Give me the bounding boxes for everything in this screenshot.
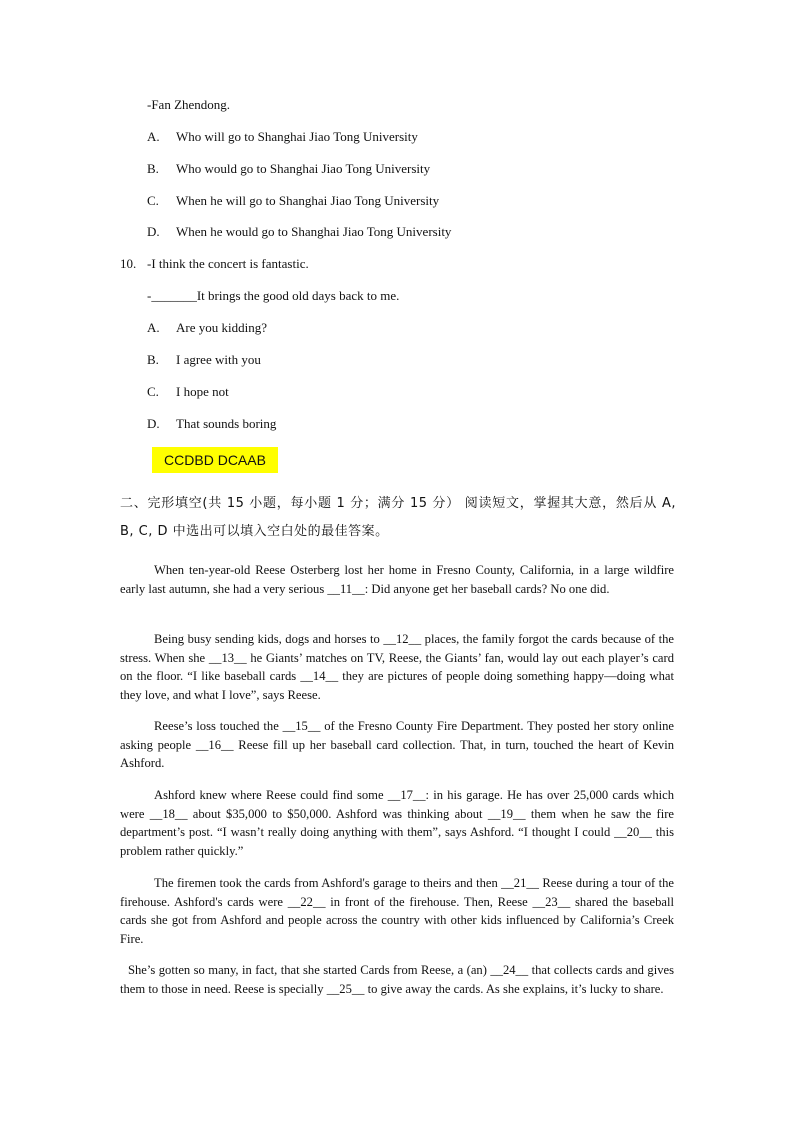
q9-option-c-text: When he will go to Shanghai Jiao Tong University [176,193,440,208]
q9-option-c-letter: C. [147,193,159,208]
passage-paragraph-6: She’s gotten so many, in fact, that she started Cards from Reese, a (an) __24__ that collects cards and gives them to those in need. Reese is specially __25__ to give away the cards. As she explains, it’s lucky to share. [120,963,674,996]
q10-reply: -_______It brings the good old days back to me. [147,288,400,303]
q10-option-a-text: Are you kidding? [176,320,267,335]
q10-option-b-letter: B. [147,352,159,367]
answer-key-highlight: CCDBD DCAAB [152,447,278,473]
passage-paragraph-3: Reese’s loss touched the __15__ of the Fresno County Fire Department. They posted her story online asking people __16__ Reese fill up her baseball card collection. That, in turn, touched the heart of Kevin Ashford. [120,719,674,771]
q9-option-b-letter: B. [147,161,159,176]
q10-option-c-text: I hope not [176,384,229,399]
q9-reply: -Fan Zhendong. [147,97,231,112]
q9-option-a-text: Who will go to Shanghai Jiao Tong University [176,129,418,144]
q10-option-d-text: That sounds boring [176,416,277,431]
q9-option-d-text: When he would go to Shanghai Jiao Tong University [176,224,452,239]
q10-option-c-letter: C. [147,384,159,399]
q10-option-b-text: I agree with you [176,352,261,367]
q10-option-d-letter: D. [147,416,160,431]
q9-option-a-letter: A. [147,129,160,144]
q10-prompt: -I think the concert is fantastic. [147,256,309,271]
section-2-heading: 二、完形填空(共 15 小题，每小题 1 分；满分 15 分） 阅读短文，掌握其大意，然后从 A, B, C, D 中选出可以填入空白处的最佳答案。 [120,496,676,539]
q9-option-d-letter: D. [147,224,160,239]
passage-paragraph-1: When ten-year-old Reese Osterberg lost her home in Fresno County, California, in a large wildfire early last autumn, she had a very serious __11__: Did anyone get her baseball cards? No one did. [120,563,674,596]
passage-paragraph-5: The firemen took the cards from Ashford's garage to theirs and then __21__ Reese during a tour of the firehouse. Ashford's cards were __22__ in front of the firehouse. Then, Reese __23__ shared the baseball cards she got from Ashford and people across the country with other kids influenced by California’s Creek Fire. [120,876,674,946]
q9-option-b-text: Who would go to Shanghai Jiao Tong University [176,161,431,176]
q10-option-a-letter: A. [147,320,160,335]
passage-paragraph-4: Ashford knew where Reese could find some __17__: in his garage. He has over 25,000 cards which were __18__ about $35,000 to $50,000. Ashford was thinking about __19__ them when he saw the fire department’s post. “I wasn’t really doing anything with them”, says Ashford. “I thought I could __20__ this problem rather quickly.” [120,788,674,858]
q10-number: 10. [120,256,137,271]
passage-paragraph-2: Being busy sending kids, dogs and horses to __12__ places, the family forgot the cards because of the stress. When she __13__ he Giants’ matches on TV, Reese, the Giants’ fan, would lay out each player’s card on the floor. “I like baseball cards __14__ they are pictures of people doing something happy—doing what they love, and what I love”, says Reese. [120,632,674,702]
